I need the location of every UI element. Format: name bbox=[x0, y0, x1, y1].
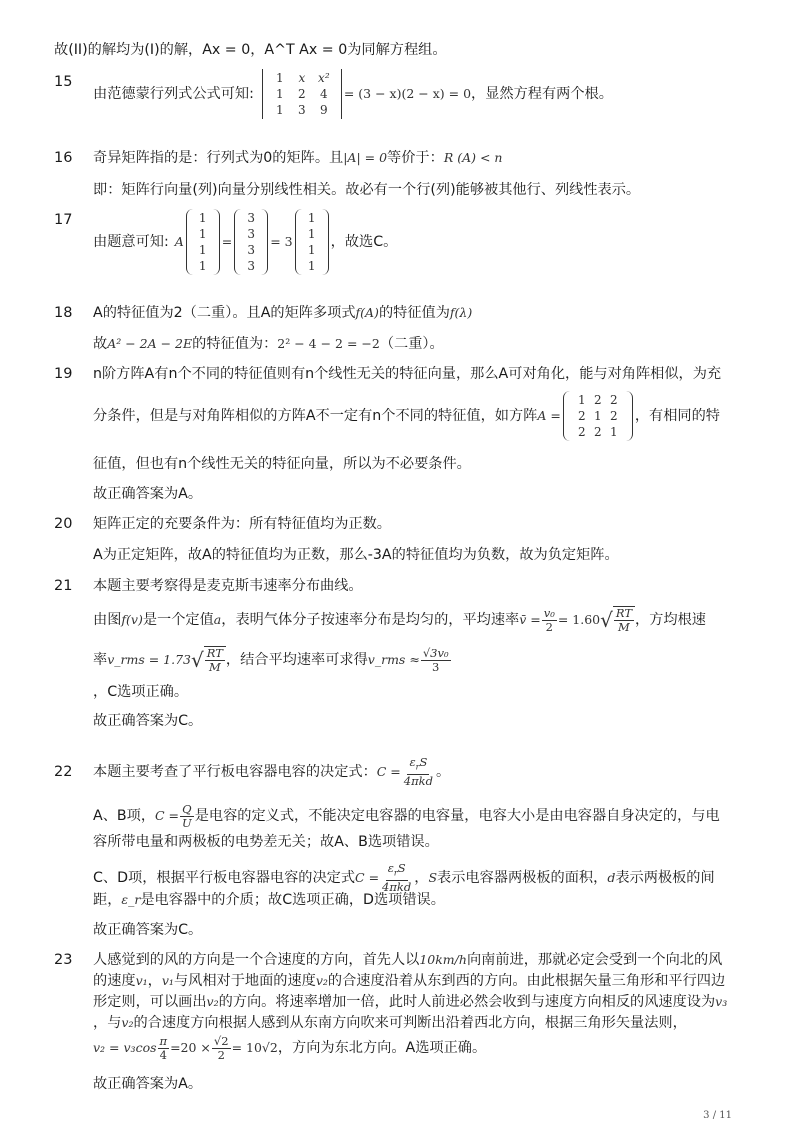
question-number: 19 bbox=[54, 366, 73, 382]
math: v₂ bbox=[206, 994, 219, 1009]
math: f(λ) bbox=[449, 305, 473, 320]
fraction-Q-over-U: $\frac{Q}{U}$ bbox=[182, 801, 192, 830]
q22-line-2 bbox=[93, 796, 720, 836]
text: 形定则，可以画出 bbox=[93, 994, 207, 1010]
text: 等价于： bbox=[387, 150, 444, 166]
math: C = bbox=[376, 764, 401, 779]
text: ，表明气体分子按速率分布是均匀的，平均速率 bbox=[221, 612, 520, 628]
text: 的合速度沿着从东到西的方向。由此根据矢量三角形和平行四边 bbox=[327, 973, 726, 989]
q15-text: 由范德蒙行列式公式可知: bbox=[93, 86, 254, 102]
column-vector: 3 3 3 3 bbox=[234, 209, 268, 275]
q22-answer: 故正确答案为C。 bbox=[93, 922, 203, 938]
q17-line bbox=[93, 207, 397, 277]
math: v₂ = v₃cos bbox=[93, 1040, 157, 1055]
fraction-epsS-over-4pikd: $\frac{\varepsilon_rS}{\text{4πkd}}$ bbox=[382, 861, 412, 894]
math: v₁ bbox=[135, 973, 148, 988]
math: v_rms = 1.73 bbox=[107, 652, 192, 667]
q21-answer: 故正确答案为C。 bbox=[93, 713, 203, 729]
text: ， bbox=[147, 973, 162, 989]
text: ，故选C。 bbox=[330, 234, 398, 250]
text: 率 bbox=[93, 652, 108, 668]
text: ， bbox=[414, 870, 429, 886]
text: 分条件，但是与对角阵相似的方阵A不一定有n个不同的特征值，如方阵 bbox=[93, 408, 538, 424]
question-number: 21 bbox=[54, 578, 73, 594]
math: 10km/h bbox=[419, 952, 467, 967]
fraction-pi-over-4: $\frac{\pi}{4}$ bbox=[159, 1033, 168, 1062]
math: v₂ bbox=[315, 973, 328, 988]
q21-line-1: 本题主要考察得是麦克斯韦速率分布曲线。 bbox=[93, 578, 363, 594]
text: ，方均根速 bbox=[635, 612, 706, 628]
column-vector: 1 1 1 1 bbox=[186, 209, 220, 275]
math: =20 × bbox=[170, 1040, 211, 1055]
question-number: 23 bbox=[54, 952, 73, 968]
fraction-sqrt2-over-2: $\frac{√2}{2}$ bbox=[213, 1033, 229, 1062]
text: A、B项， bbox=[93, 808, 156, 824]
vandermonde-determinant: 1 x x² 1 2 4 1 3 9 bbox=[262, 69, 342, 119]
text: ，与 bbox=[93, 1015, 122, 1031]
q18-line-1 bbox=[93, 303, 472, 323]
q16-line-1 bbox=[93, 148, 502, 168]
q19-answer: 故正确答案为A。 bbox=[93, 486, 203, 502]
question-number: 20 bbox=[54, 516, 73, 532]
text: 故 bbox=[93, 336, 108, 352]
q22-line-1 bbox=[93, 752, 450, 792]
matrix-A: 1 2 2 2 1 2 2 2 1 bbox=[563, 391, 633, 441]
math: a bbox=[213, 612, 222, 627]
text: C、D项，根据平行板电容器电容的决定式 bbox=[93, 870, 356, 886]
text: 人感觉到的风的方向是一个合速度的方向，首先人以 bbox=[93, 952, 420, 968]
q15-equation: = (3 − x)(2 − x) = 0 bbox=[343, 86, 472, 101]
q21-line-4: ，C选项正确。 bbox=[93, 684, 189, 700]
math: = 3 bbox=[270, 234, 293, 249]
fraction-sqrt3-v0-over-3: $\frac{\text{√3v₀}}{3}$ bbox=[422, 645, 449, 674]
math: v_rms ≈ bbox=[367, 652, 420, 667]
q21-line-3 bbox=[93, 640, 452, 680]
question-number: 16 bbox=[54, 150, 73, 166]
q22-line-5 bbox=[93, 890, 445, 910]
q20-line-1: 矩阵正定的充要条件为：所有特征值均为正数。 bbox=[93, 516, 391, 532]
math: S bbox=[428, 870, 438, 885]
math: A² − 2A − 2E bbox=[107, 336, 193, 351]
text: 是一个定值 bbox=[142, 612, 214, 628]
q15-line bbox=[93, 66, 613, 122]
question-number: 17 bbox=[54, 212, 73, 228]
math: A = bbox=[537, 408, 561, 423]
text: 距， bbox=[93, 892, 122, 908]
math: = bbox=[221, 234, 233, 249]
math: f(A) bbox=[355, 305, 379, 320]
text: 与风相对于地面的速度 bbox=[173, 973, 316, 989]
math: ε_r bbox=[121, 892, 141, 907]
question-number: 15 bbox=[54, 74, 73, 90]
math: v₃ bbox=[715, 994, 728, 1009]
math-A: A bbox=[174, 234, 184, 249]
text: 本题主要考查了平行板电容器电容的决定式： bbox=[93, 764, 377, 780]
text: 的特征值为： bbox=[192, 336, 278, 352]
q16-line-2: 即：矩阵行向量(列)向量分别线性相关。故必有一个行(列)能够被其他行、列线性表示。 bbox=[93, 182, 641, 198]
text: 的速度 bbox=[93, 973, 136, 989]
q23-line-1 bbox=[93, 950, 722, 970]
text: （二重）。 bbox=[379, 336, 444, 352]
text: 奇异矩阵指的是：行列式为0的矩阵。且 bbox=[93, 150, 344, 166]
text: 的方向。将速率增加一倍，此时人前进必然会收到与速度方向相反的风速度设为 bbox=[218, 994, 716, 1010]
text: 的合速度方向根据人感到从东南方向吹来可判断出沿着西北方向，根据三角形矢量法则， bbox=[133, 1015, 687, 1031]
text: 向南前进，那就必定会受到一个向北的风 bbox=[466, 952, 723, 968]
q15-text-2: ，显然方程有两个根。 bbox=[471, 86, 613, 102]
question-number: 18 bbox=[54, 305, 73, 321]
question-number: 22 bbox=[54, 764, 73, 780]
text: 。 bbox=[436, 764, 451, 780]
text: 是电容的定义式，不能决定电容器的电容量，电容大小是由电容器自身决定的，与电 bbox=[194, 808, 720, 824]
q22-line-3: 容所带电量和两极板的电势差无关；故A、B选项错误。 bbox=[93, 834, 439, 850]
text: 是电容器中的介质；故C选项正确，D选项错误。 bbox=[140, 892, 445, 908]
fraction-epsS-over-4pikd: $\frac{\varepsilon_rS}{\text{4πkd}}$ bbox=[403, 755, 433, 788]
text: 的特征值为 bbox=[378, 305, 450, 321]
q19-line-2 bbox=[93, 386, 720, 446]
text: 由图 bbox=[93, 612, 122, 628]
q21-line-2 bbox=[93, 600, 706, 640]
text: A的特征值为2（二重）。且A的矩阵多项式 bbox=[93, 305, 356, 321]
text: 由题意可知: bbox=[93, 234, 169, 250]
q23-line-2 bbox=[93, 971, 725, 991]
q19-line-3: 征值，但也有n个线性无关的特征向量，所以为不必要条件。 bbox=[93, 456, 471, 472]
math: C = bbox=[155, 808, 180, 823]
text: ，结合平均速率可求得 bbox=[225, 652, 368, 668]
q23-answer: 故正确答案为A。 bbox=[93, 1076, 203, 1092]
text: ，方向为东北方向。A选项正确。 bbox=[277, 1040, 487, 1056]
column-vector: 1 1 1 1 bbox=[295, 209, 329, 275]
q23-line-5 bbox=[93, 1028, 486, 1068]
page-number: 3 / 11 bbox=[703, 1110, 732, 1121]
text: ，有相同的特 bbox=[634, 408, 720, 424]
q18-line-2 bbox=[93, 334, 444, 354]
text: 表示电容器两极板的面积， bbox=[437, 870, 608, 886]
sqrt-RT-over-M: √ $\frac{RT}{M}$ bbox=[600, 606, 635, 634]
math: 2² − 4 − 2 = −2 bbox=[277, 336, 380, 351]
math: = 1.60 bbox=[557, 612, 601, 627]
sqrt-RT-over-M: √ $\frac{RT}{M}$ bbox=[191, 646, 226, 674]
math: d bbox=[607, 870, 616, 885]
math: |A| = 0 bbox=[343, 150, 388, 165]
intro-line: 故(II)的解均为(I)的解，Ax = 0，A^T Ax = 0为同解方程组。 bbox=[54, 42, 447, 58]
q23-line-3 bbox=[93, 992, 727, 1012]
math: f(v) bbox=[121, 612, 143, 627]
q20-line-2: A为正定矩阵，故A的特征值均为正数，那么-3A的特征值均为负数，故为负定矩阵。 bbox=[93, 547, 619, 563]
math: C = bbox=[355, 870, 380, 885]
q19-line-1: n阶方阵A有n个不同的特征值则有n个线性无关的特征向量，那么A可对角化，能与对角阵相似，为充 bbox=[93, 366, 722, 382]
math: R (A) < n bbox=[443, 150, 503, 165]
math: = 10√2 bbox=[231, 1040, 278, 1055]
math: v₂ bbox=[121, 1015, 134, 1030]
math: v̄ = bbox=[519, 612, 541, 627]
fraction-v0-over-2: $\frac{\text{v₀}}{2}$ bbox=[543, 605, 555, 634]
text: 表示两极板的间 bbox=[615, 870, 715, 886]
math: v₁ bbox=[161, 973, 174, 988]
